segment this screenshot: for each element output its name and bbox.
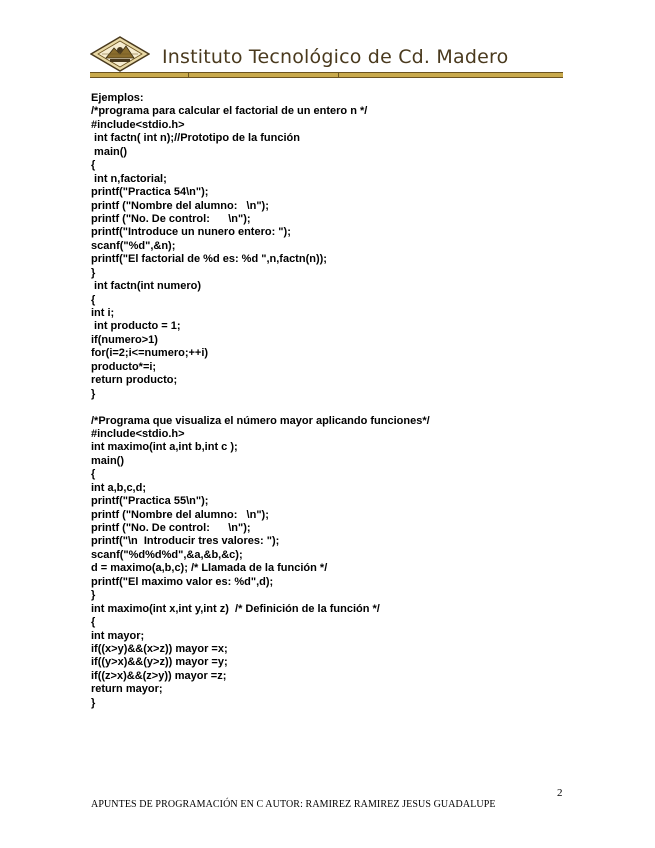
code-line: main() [91, 145, 128, 158]
code-line: printf("Practica 55\n"); [91, 495, 209, 508]
code-line: } [91, 266, 96, 279]
code-line: Ejemplos: [91, 92, 144, 104]
code-line: int factn( int n);//Prototipo de la función [91, 132, 300, 145]
code-line: int a,b,c,d; [91, 481, 146, 494]
code-line: producto*=i; [91, 360, 157, 373]
code-line: { [91, 159, 96, 172]
code-line: /*programa para calcular el factorial de un entero n */ [91, 105, 368, 118]
page-footer: APUNTES DE PROGRAMACIÓN EN C AUTOR: RAMIREZ RAMIREZ JESUS GUADALUPE [91, 799, 496, 810]
code-line: #include<stdio.h> [91, 118, 185, 131]
page-number: 2 [557, 787, 563, 799]
code-line: if((x>y)&&(x>z)) mayor =x; [91, 642, 228, 655]
code-line: int maximo(int x,int y,int z) /* Definición de la función */ [91, 602, 380, 615]
code-line: { [91, 468, 96, 481]
code-line: /*Programa que visualiza el número mayor aplicando funciones*/ [91, 414, 430, 427]
page-header [90, 36, 565, 78]
code-line: printf ("Nombre del alumno: \n"); [91, 508, 269, 521]
code-line: } [91, 589, 96, 602]
code-line: int producto = 1; [91, 320, 181, 333]
code-line: main() [91, 454, 124, 467]
code-line: #include<stdio.h> [91, 427, 185, 440]
code-line: { [91, 293, 96, 306]
code-line: d = maximo(a,b,c); /* Llamada de la función */ [91, 562, 328, 575]
code-line: scanf("%d%d%d",&a,&b,&c); [91, 548, 243, 561]
code-line [91, 401, 571, 414]
code-line: int i; [91, 307, 115, 319]
code-line: } [91, 696, 96, 709]
code-line: printf("Practica 54\n"); [91, 186, 209, 199]
code-line: if((y>x)&&(y>z)) mayor =y; [91, 656, 228, 669]
code-line: for(i=2;i<=numero;++i) [91, 347, 209, 360]
code-line: printf ("No. De control: \n"); [91, 212, 251, 225]
code-line: printf("El factorial de %d es: %d ",n,factn(n)); [91, 253, 327, 266]
code-line: int factn(int numero) [91, 280, 201, 293]
code-line: return mayor; [91, 683, 163, 696]
code-line: int mayor; [91, 629, 145, 642]
code-line: return producto; [91, 374, 178, 387]
header-rule [90, 72, 563, 78]
institute-seal-icon [90, 36, 150, 72]
code-line: } [91, 387, 96, 400]
code-listing [91, 92, 571, 710]
code-line: scanf("%d",&n); [91, 239, 176, 252]
code-line: printf("El maximo valor es: %d",d); [91, 575, 274, 588]
code-line: if(numero>1) [91, 333, 158, 346]
code-line: printf("\n Introducir tres valores: "); [91, 535, 280, 548]
code-line: int maximo(int a,int b,int c ); [91, 441, 238, 454]
code-line: printf("Introduce un nunero entero: "); [91, 226, 291, 239]
code-line: int n,factorial; [91, 172, 167, 185]
page-title: Instituto Tecnológico de Cd. Madero [162, 46, 509, 68]
code-line: { [91, 616, 96, 629]
code-line: printf ("Nombre del alumno: \n"); [91, 199, 269, 212]
code-line: printf ("No. De control: \n"); [91, 522, 251, 534]
code-line: if((z>x)&&(z>y)) mayor =z; [91, 669, 227, 682]
